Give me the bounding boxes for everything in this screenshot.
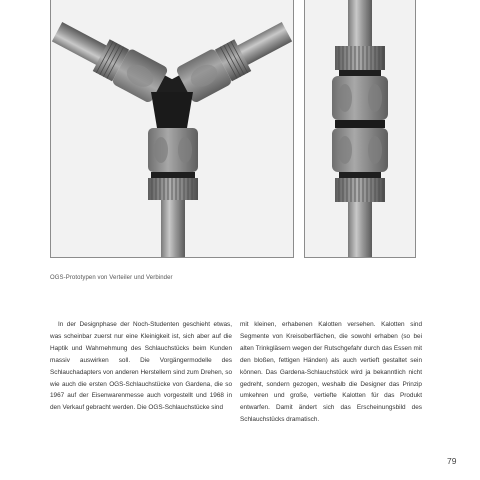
connector-illustration [305, 0, 415, 258]
body-column-right [240, 319, 422, 426]
photo-distributor [50, 0, 294, 258]
page-number: 79 [447, 456, 457, 466]
body-paragraph-left: In der Designphase der Noch-Studenten geschieht etwas, was scheinbar zuerst nur eine Kleinigkeit ist, sich aber auf die Haptik und Wahrnehmung des Schlauchstücks beim Kunden massiv auswirken soll. Die Vorgängermodelle des Schlauchadapters von anderen Herstellern sind zum Drehen, so wie auch die ersten OGS-Schlauchstücke von Gardena, die so 1967 auf der Eisenwarenmesse auch vorgestellt und 1968 in den Verkauf gebracht werden. Die OGS-Schlauchstücke sind [50, 321, 232, 412]
photo-connector [304, 0, 416, 258]
figure-caption: OGS-Prototypen von Verteiler und Verbinder [50, 275, 173, 281]
body-column-left [50, 319, 232, 414]
body-paragraph-right: mit kleinen, erhabenen Kalotten versehen. Kalotten sind Segmente von Kreisoberflächen, die sowohl erhaben (so bei alten Trinkgläsern wegen der Rutschgefahr durch das Essen mit den bloßen, fettigen Händen) als auch vertieft gestaltet sein können. Das Gardena-Schlauchstück wird ja bekanntlich nicht gedreht, sondern gezogen, weshalb die Designer das Prinzip umkehren und große, vertiefte Kalotten für das Produkt entwarfen. Damit ändert sich das Erscheinungsbild des Schlauchstücks dramatisch. [240, 321, 422, 424]
distributor-illustration [51, 0, 293, 258]
